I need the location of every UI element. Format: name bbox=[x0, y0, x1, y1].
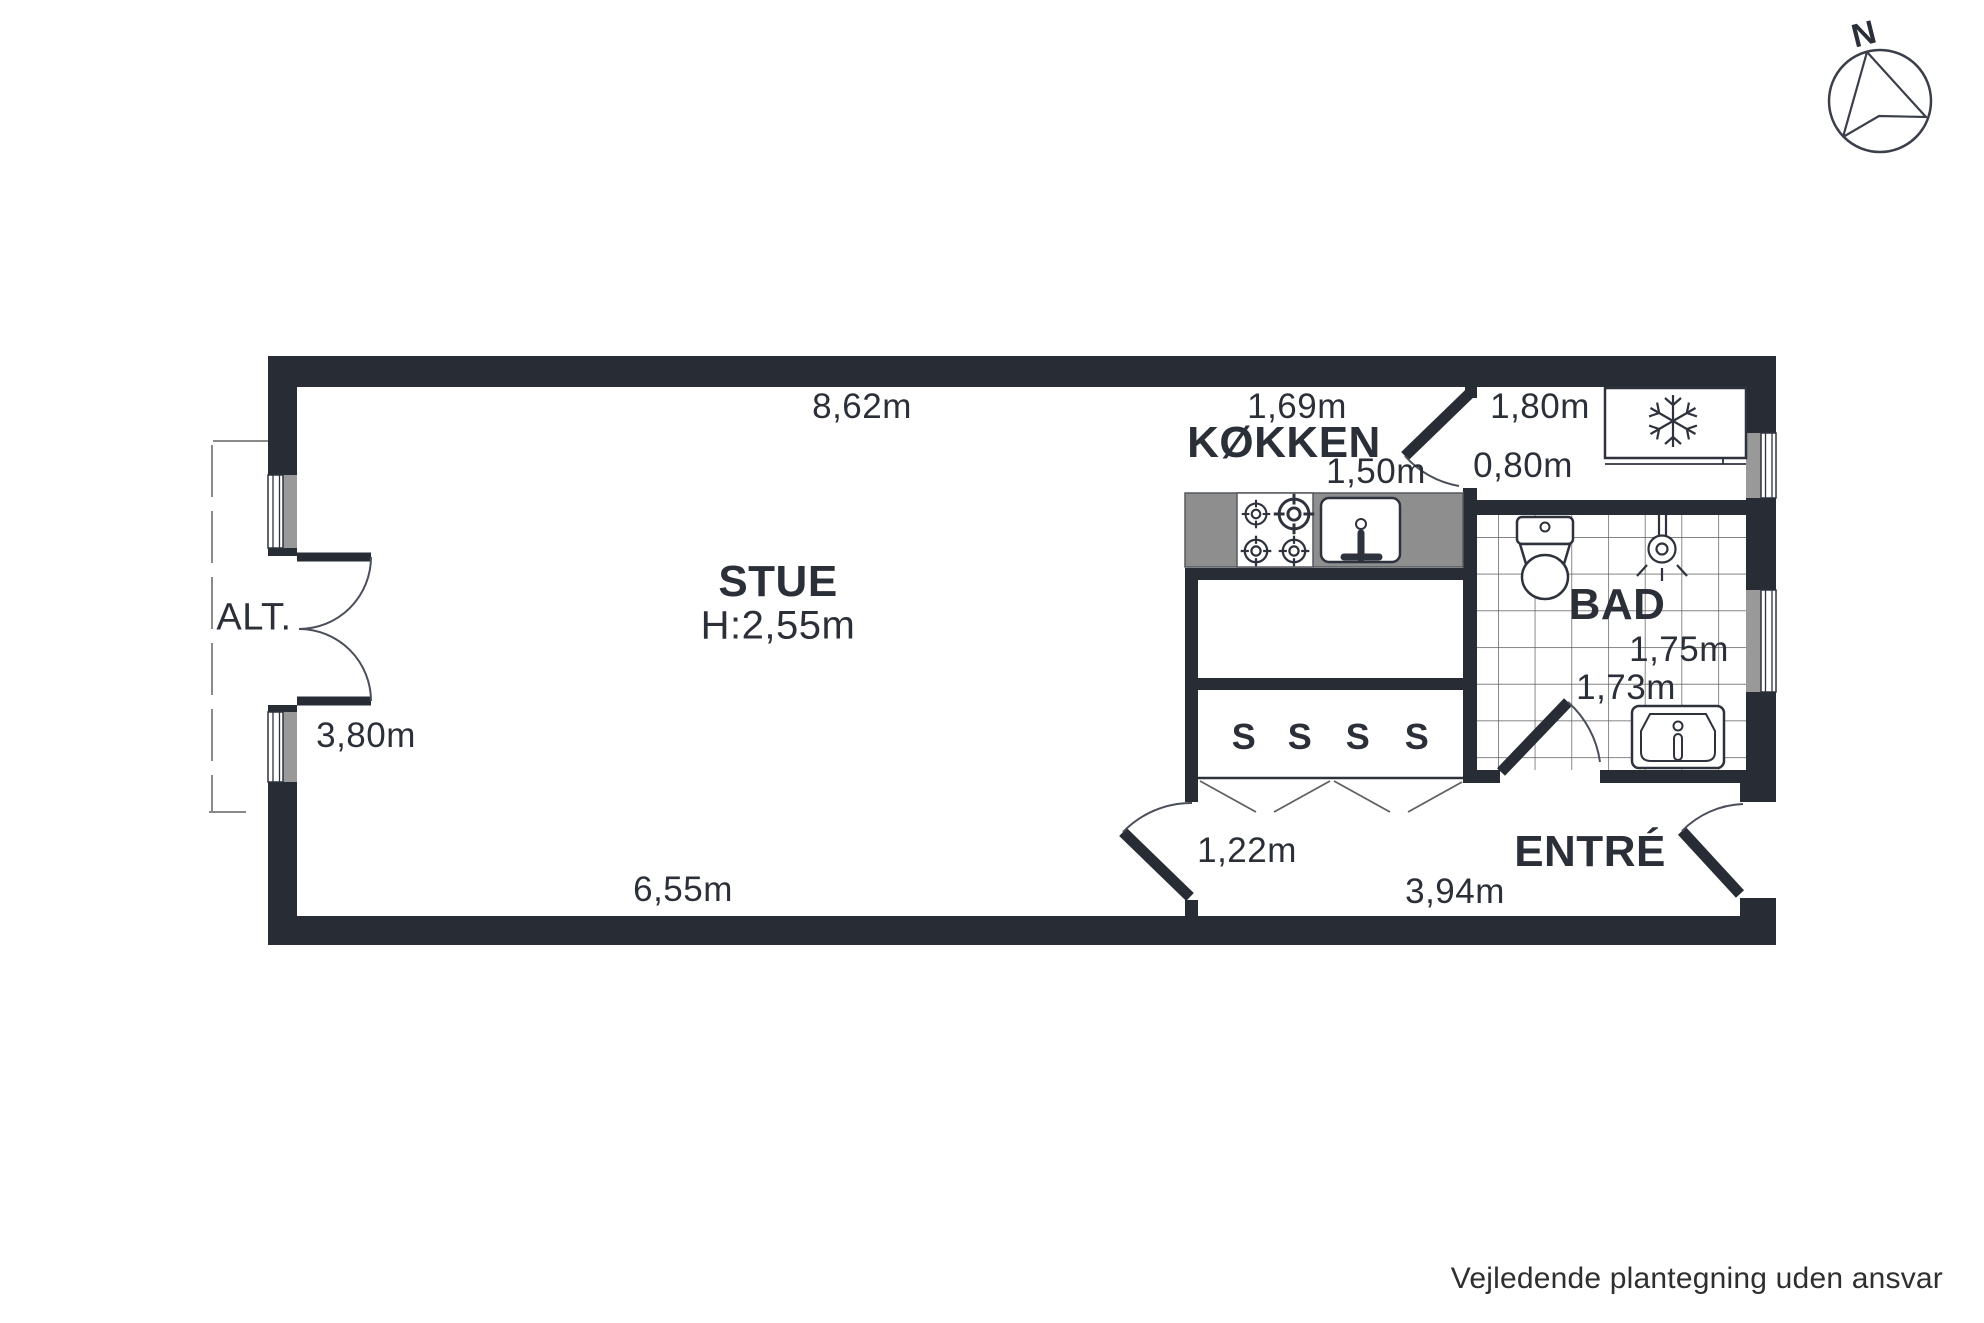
measure-entry-width: 3,94m bbox=[1405, 872, 1505, 911]
room-label-entry: ENTRÉ bbox=[1514, 827, 1666, 876]
closet-letter: S bbox=[1231, 716, 1257, 757]
stue-entry-door-leaf bbox=[1123, 832, 1190, 897]
measure-balcony-width: 3,80m bbox=[316, 716, 416, 755]
north-arrow-icon bbox=[1829, 50, 1931, 152]
toilet-fixture bbox=[1517, 517, 1573, 599]
measure-kitchen-width: 1,69m bbox=[1247, 387, 1347, 426]
closet-letter: S bbox=[1345, 716, 1371, 757]
ceiling-height-label: H:2,55m bbox=[700, 603, 856, 648]
balcony-door-arc-bottom bbox=[299, 629, 371, 701]
room-label-stue: STUE bbox=[718, 557, 838, 606]
measure-bath-width: 1,75m bbox=[1629, 630, 1729, 669]
kitchen-door-leaf bbox=[1405, 394, 1469, 456]
closet-letter: S bbox=[1404, 716, 1430, 757]
kitchen-sink-fixture bbox=[1321, 498, 1400, 562]
front-door-arc bbox=[1682, 804, 1743, 831]
measure-top-width: 8,62m bbox=[812, 387, 912, 426]
bath-sink-fixture bbox=[1632, 706, 1724, 768]
measure-utility-width: 1,80m bbox=[1490, 387, 1590, 426]
measure-bath-depth: 1,73m bbox=[1576, 668, 1676, 707]
room-label-bath: BAD bbox=[1568, 580, 1666, 629]
balcony-door-arc-top bbox=[299, 557, 371, 629]
disclaimer-text: Vejledende plantegning uden ansvar bbox=[1450, 1262, 1943, 1295]
room-label-kitchen: KØKKEN bbox=[1187, 418, 1381, 467]
closet-letter: S bbox=[1287, 716, 1313, 757]
measure-stue-entry-door: 1,22m bbox=[1197, 831, 1297, 870]
stove-fixture bbox=[1237, 493, 1313, 567]
room-label-balcony: ALT. bbox=[216, 596, 292, 639]
north-label: N bbox=[1847, 12, 1881, 55]
measure-stue-width: 6,55m bbox=[633, 870, 733, 909]
front-door-leaf bbox=[1682, 831, 1740, 894]
measure-utility-door: 0,80m bbox=[1473, 446, 1573, 485]
closet bbox=[1198, 778, 1463, 812]
kitchen-counter bbox=[1185, 493, 1463, 567]
freezer-cabinet bbox=[1605, 388, 1746, 464]
stue-entry-door-arc bbox=[1123, 803, 1192, 832]
measure-kitchen-depth: 1,50m bbox=[1326, 452, 1426, 491]
